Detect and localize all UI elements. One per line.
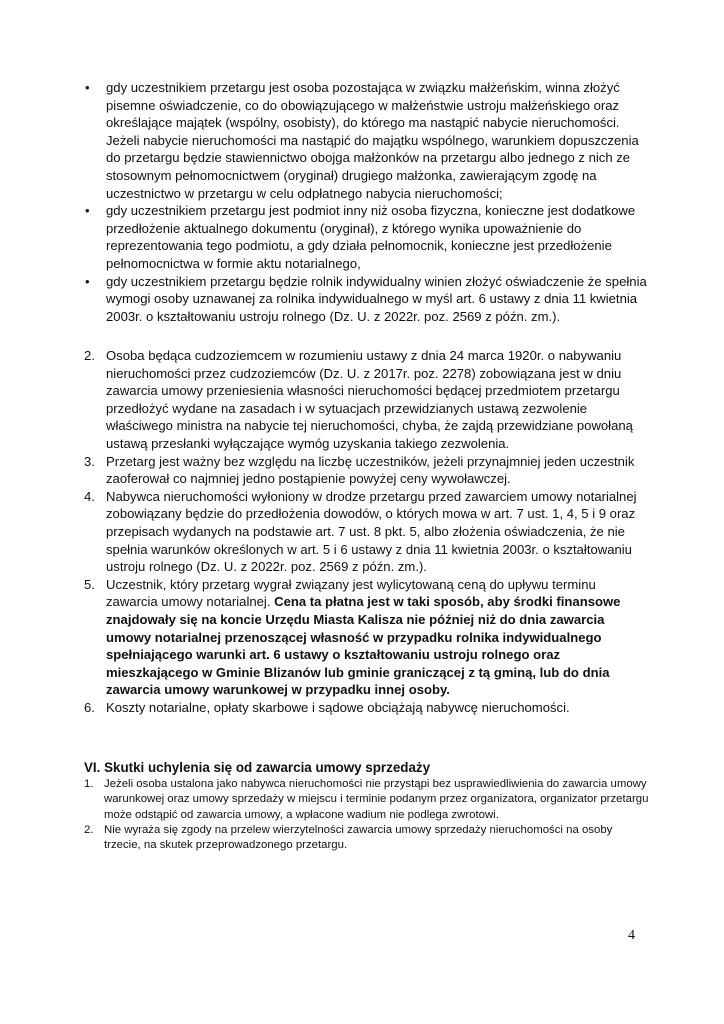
item-number: 5. xyxy=(84,576,95,592)
bullet-icon: • xyxy=(85,203,90,219)
item-number: 6. xyxy=(84,699,95,715)
item-text: Uczestnik, który przetarg wygrał związany jest wylicytowaną ceną do upływu terminu zawarcia umowy notarialnej. xyxy=(106,576,596,610)
list-item xyxy=(84,453,650,488)
item-bold-text: Cena ta płatna jest w taki sposób, aby środki finansowe znajdowały się na koncie Urzędu Miasta Kalisza nie później niż do dnia zawarcia umowy notarialnej przenoszącej własność w przypadku rolnika indywidualnego spełniającego warunki art. 6 ustawy o kształtowaniu ustroju rolnego oraz mieszkającego w Gminie Blizanów lub gminie graniczącej z tą gminą, lub do dnia zawarcia umowy warunkowej w przypadku innej osoby. xyxy=(106,594,621,698)
item-number: 3. xyxy=(84,453,95,469)
list-item xyxy=(84,488,650,576)
item-text: Osoba będąca cudzoziemcem w rozumieniu ustawy z dnia 24 marca 1920r. o nabywaniu nieruchomości przez cudzoziemców (Dz. U. z 2017r. poz. 2278) zobowiązana jest w dniu zawarcia umowy przeniesienia własności nieruchomości będącej przedmiotem przetargu przedłożyć wydane na zasadach i w sytuacjach przewidzianych ustawą zezwolenie właściwego ministra na nabycie tej nieruchomości, chyba, że zajdą przewidziane powołaną ustawą przesłanki wyłączające wymóg uzyskania takiego zezwolenia. xyxy=(106,348,633,451)
list-item xyxy=(84,576,650,699)
bullet-text: gdy uczestnikiem przetargu jest podmiot inny niż osoba fizyczna, konieczne jest dodatkowe przedłożenie aktualnego dokumentu (oryginał), z którego wynika upoważnienie do reprezentowania tego podmiotu, a gdy działa pełnomocnik, konieczne jest przedłożenie pełnomocnictwa w formie aktu notarialnego, xyxy=(106,203,636,271)
bullet-list xyxy=(84,79,650,325)
item-number: 4. xyxy=(84,488,95,504)
section-heading: VI. Skutki uchylenia się od zawarcia umowy sprzedaży xyxy=(84,760,431,775)
item-number: 2. xyxy=(84,348,95,363)
bullet-icon: • xyxy=(85,273,90,289)
list-item xyxy=(84,823,650,854)
item-text: Nabywca nieruchomości wyłoniony w drodze przetargu przed zawarciem umowy notarialnej zobowiązany będzie do przedłożenia dowodów, o których mowa w art. 7 ust. 1, 4, 5 i 9 oraz przepisach wydanych na podstawie art. 7 ust. 8 pkt. 5, albo złożenia oświadczenia, że nie spełnia warunków określonych w art. 5 i 6 ustawy z dnia 11 kwietnia 2003r. o kształtowaniu ustroju rolnego (Dz. U. z 2022r. poz. 2569 z późn. zm.). xyxy=(106,488,637,575)
item-text: Przetarg jest ważny bez względu na liczbę uczestników, jeżeli przynajmniej jeden uczestnik zaoferował co najmniej jedno postąpienie powyżej ceny wywoławczej. xyxy=(106,453,635,487)
list-item xyxy=(84,273,650,326)
item-number: 1. xyxy=(84,778,94,790)
item-text: Jeżeli osoba ustalona jako nabywca nieruchomości nie przystąpi bez usprawiedliwienia do zawarcia umowy warunkowej oraz umowy sprzedaży w miejscu i terminie podanym przez organizatora, organizator przetargu może odstąpić od zawarcia umowy, a wpłacone wadium nie podlega zwrotowi. xyxy=(104,778,649,821)
list-item xyxy=(84,79,650,202)
bullet-text: gdy uczestnikiem przetargu będzie rolnik indywidualny winien złożyć oświadczenie że spełnia wymogi osoby uznawanej za rolnika indywidualnego w myśl art. 6 ustawy z dnia 11 kwietnia 2003r. o kształtowaniu ustroju rolnego (Dz. U. z 2022r. poz. 2569 z późn. zm.). xyxy=(106,273,647,324)
section-list xyxy=(84,777,650,853)
page-number: 4 xyxy=(628,928,635,943)
item-text: Nie wyraża się zgody na przelew wierzytelności zawarcia umowy sprzedaży nieruchomości na osoby trzecie, na skutek przeprowadzonego przetargu. xyxy=(104,823,613,852)
bullet-icon: • xyxy=(85,80,90,95)
item-text: Koszty notarialne, opłaty skarbowe i sądowe obciążają nabywcę nieruchomości. xyxy=(106,699,570,715)
list-item xyxy=(84,777,650,823)
list-item xyxy=(84,347,650,453)
list-item xyxy=(84,699,650,717)
item-number: 2. xyxy=(84,823,94,836)
list-item xyxy=(84,202,650,272)
bullet-text: gdy uczestnikiem przetargu jest osoba pozostająca w związku małżeńskim, winna złożyć pisemne oświadczenie, co do obowiązującego w małżeństwie ustroju małżeńskiego oraz określające majątek (wspólny, osobisty), do którego ma nastąpić nabycie nieruchomości. Jeżeli nabycie nieruchomości ma nastąpić do majątku wspólnego, warunkiem dopuszczenia do przetargu będzie stawiennictwo obojga małżonków na przetargu albo jednego z nich ze stosownym pełnomocnictwem (oryginał) drugiego małżonka, zawierającym zgodę na uczestnictwo w przetargu w celu odpłatnego nabycia nieruchomości; xyxy=(106,80,639,201)
numbered-list xyxy=(84,347,650,716)
